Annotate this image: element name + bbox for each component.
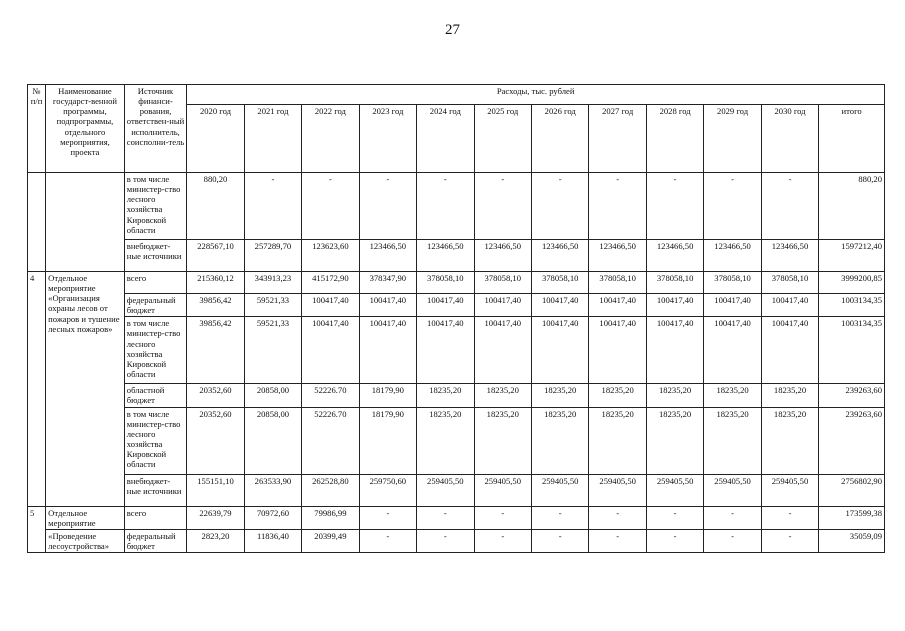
cell-value: 52226.70 [302, 384, 359, 407]
cell-value: 39856,42 [187, 294, 244, 317]
table-row [28, 294, 885, 317]
cell-value: 259405,50 [474, 474, 531, 506]
cell-source: всего [124, 506, 187, 529]
cell-name: Отдельное мероприятие «Организация охраны лесов от пожаров и тушение лесных пожаров» [46, 272, 125, 507]
cell-value: 79986,99 [302, 506, 359, 529]
cell-value: - [474, 529, 531, 552]
cell-value: 18235,20 [417, 407, 474, 474]
table-row [28, 474, 885, 506]
cell-value: 228567,10 [187, 240, 244, 272]
cell-value: - [704, 529, 761, 552]
cell-value: 378058,10 [589, 272, 646, 294]
cell-value: 18235,20 [646, 384, 703, 407]
cell-value: 100417,40 [474, 317, 531, 384]
cell-num-empty [28, 173, 46, 272]
table-row [28, 407, 885, 474]
cell-value: 100417,40 [704, 317, 761, 384]
cell-value: - [417, 173, 474, 240]
cell-value: 123466,50 [704, 240, 761, 272]
cell-value: 378058,10 [417, 272, 474, 294]
cell-value: 100417,40 [531, 294, 588, 317]
cell-value: 100417,40 [761, 294, 818, 317]
header-year-2028: 2028 год [646, 105, 703, 173]
header-expenses: Расходы, тыс. рублей [187, 85, 885, 105]
cell-value: 22639,79 [187, 506, 244, 529]
cell-value: 880,20 [187, 173, 244, 240]
cell-value: 259750,60 [359, 474, 416, 506]
cell-value: 100417,40 [474, 294, 531, 317]
cell-value: 215360,12 [187, 272, 244, 294]
cell-total: 1597212,40 [819, 240, 885, 272]
cell-total: 239263,60 [819, 407, 885, 474]
cell-value: 39856,42 [187, 317, 244, 384]
table-row [28, 173, 885, 240]
budget-table [27, 84, 885, 553]
header-source: Источник финанси-рования, ответствен-ный исполнитель, соисполни-тель [124, 85, 187, 173]
cell-total: 1003134,35 [819, 317, 885, 384]
cell-name-empty [46, 173, 125, 272]
cell-value: 378058,10 [704, 272, 761, 294]
cell-value: 378058,10 [531, 272, 588, 294]
cell-value: 155151,10 [187, 474, 244, 506]
cell-source: областной бюджет [124, 384, 187, 407]
cell-source: всего [124, 272, 187, 294]
cell-value: 123466,50 [359, 240, 416, 272]
header-year-2025: 2025 год [474, 105, 531, 173]
cell-value: 123466,50 [761, 240, 818, 272]
cell-value: - [474, 173, 531, 240]
cell-value: 259405,50 [417, 474, 474, 506]
cell-value: 18235,20 [474, 407, 531, 474]
cell-value: 52226.70 [302, 407, 359, 474]
cell-value: - [589, 506, 646, 529]
cell-value: 259405,50 [646, 474, 703, 506]
cell-source: федеральный бюджет [124, 529, 187, 552]
header-total: итого [819, 105, 885, 173]
cell-value: 18235,20 [704, 384, 761, 407]
cell-value: - [761, 529, 818, 552]
header-year-2023: 2023 год [359, 105, 416, 173]
cell-value: - [531, 173, 588, 240]
cell-total: 3999200,85 [819, 272, 885, 294]
cell-value: 123466,50 [646, 240, 703, 272]
header-year-2027: 2027 год [589, 105, 646, 173]
table-row [28, 272, 885, 294]
cell-value: - [589, 173, 646, 240]
cell-value: 11836,40 [244, 529, 301, 552]
cell-value: 259405,50 [531, 474, 588, 506]
cell-value: - [474, 506, 531, 529]
cell-value: 18235,20 [531, 407, 588, 474]
cell-value: 20399,49 [302, 529, 359, 552]
cell-value: 263533,90 [244, 474, 301, 506]
cell-value: 18179,90 [359, 384, 416, 407]
header-year-2026: 2026 год [531, 105, 588, 173]
cell-value: 100417,40 [646, 317, 703, 384]
cell-value: 59521,33 [244, 317, 301, 384]
cell-source: в том числе министер-ство лесного хозяйства Кировской области [124, 317, 187, 384]
cell-value: - [359, 529, 416, 552]
cell-name: «Проведение лесоустройства» [46, 529, 125, 552]
cell-source: в том числе министер-ство лесного хозяйства Кировской области [124, 407, 187, 474]
cell-value: 18235,20 [646, 407, 703, 474]
table-row [28, 384, 885, 407]
cell-value: 100417,40 [704, 294, 761, 317]
cell-value: 100417,40 [417, 294, 474, 317]
cell-value: - [531, 506, 588, 529]
cell-value: - [589, 529, 646, 552]
cell-value: 415172,90 [302, 272, 359, 294]
cell-num: 4 [28, 272, 46, 507]
cell-value: 100417,40 [302, 294, 359, 317]
cell-value: 343913,23 [244, 272, 301, 294]
cell-value: 20858,00 [244, 407, 301, 474]
cell-value: 18235,20 [589, 384, 646, 407]
cell-source: внебюджет-ные источники [124, 240, 187, 272]
cell-value: 259405,50 [589, 474, 646, 506]
cell-total: 1003134,35 [819, 294, 885, 317]
cell-value: 18235,20 [704, 407, 761, 474]
cell-value: 20858,00 [244, 384, 301, 407]
cell-value: 20352,60 [187, 407, 244, 474]
cell-value: 100417,40 [417, 317, 474, 384]
cell-source: в том числе министер-ство лесного хозяйства Кировской области [124, 173, 187, 240]
cell-value: 123466,50 [474, 240, 531, 272]
cell-value: - [417, 506, 474, 529]
cell-value: 262528,80 [302, 474, 359, 506]
cell-value: 100417,40 [531, 317, 588, 384]
header-year-2022: 2022 год [302, 105, 359, 173]
cell-value: - [244, 173, 301, 240]
cell-total: 2756802,90 [819, 474, 885, 506]
cell-value: - [646, 506, 703, 529]
header-num: № п/п [28, 85, 46, 173]
cell-value: 70972,60 [244, 506, 301, 529]
cell-value: 259405,50 [704, 474, 761, 506]
header-year-2020: 2020 год [187, 105, 244, 173]
cell-value: - [359, 506, 416, 529]
cell-num: 5 [28, 506, 46, 553]
header-name: Наименование государст-венной программы, подпрограммы, отдельного мероприятия, проекта [46, 85, 125, 173]
cell-value: 18235,20 [589, 407, 646, 474]
cell-name: Отдельное мероприятие [46, 506, 125, 529]
cell-value: 378058,10 [474, 272, 531, 294]
cell-value: 123623,60 [302, 240, 359, 272]
cell-value: - [761, 506, 818, 529]
cell-value: 100417,40 [359, 317, 416, 384]
header-year-2024: 2024 год [417, 105, 474, 173]
cell-value: 123466,50 [531, 240, 588, 272]
header-year-2029: 2029 год [704, 105, 761, 173]
cell-value: 18235,20 [474, 384, 531, 407]
cell-value: 378058,10 [761, 272, 818, 294]
cell-value: 123466,50 [589, 240, 646, 272]
cell-value: 18235,20 [761, 384, 818, 407]
cell-source: внебюджет-ные источники [124, 474, 187, 506]
cell-value: 259405,50 [761, 474, 818, 506]
cell-total: 880,20 [819, 173, 885, 240]
cell-value: 2823,20 [187, 529, 244, 552]
cell-value: 18179,90 [359, 407, 416, 474]
cell-value: 100417,40 [589, 294, 646, 317]
cell-value: 18235,20 [761, 407, 818, 474]
header-row-1 [28, 85, 885, 105]
cell-value: - [646, 529, 703, 552]
cell-value: 100417,40 [761, 317, 818, 384]
cell-value: - [646, 173, 703, 240]
cell-value: 123466,50 [417, 240, 474, 272]
cell-value: 100417,40 [359, 294, 416, 317]
cell-value: 18235,20 [531, 384, 588, 407]
cell-source: федеральный бюджет [124, 294, 187, 317]
cell-total: 239263,60 [819, 384, 885, 407]
table-row [28, 506, 885, 529]
cell-value: 378058,10 [646, 272, 703, 294]
cell-value: 18235,20 [417, 384, 474, 407]
cell-value: 257289,70 [244, 240, 301, 272]
header-year-2030: 2030 год [761, 105, 818, 173]
cell-value: 378347,90 [359, 272, 416, 294]
cell-value: 100417,40 [646, 294, 703, 317]
cell-value: - [417, 529, 474, 552]
cell-value: - [359, 173, 416, 240]
cell-total: 35059,09 [819, 529, 885, 552]
table-row [28, 317, 885, 384]
cell-value: 100417,40 [589, 317, 646, 384]
cell-value: - [531, 529, 588, 552]
table-row [28, 240, 885, 272]
page-number: 27 [445, 22, 460, 38]
cell-value: 20352,60 [187, 384, 244, 407]
cell-value: 100417,40 [302, 317, 359, 384]
cell-value: - [302, 173, 359, 240]
header-year-2021: 2021 год [244, 105, 301, 173]
cell-value: - [704, 173, 761, 240]
table-row [28, 529, 885, 552]
cell-value: 59521,33 [244, 294, 301, 317]
cell-value: - [704, 506, 761, 529]
cell-value: - [761, 173, 818, 240]
cell-total: 173599,38 [819, 506, 885, 529]
